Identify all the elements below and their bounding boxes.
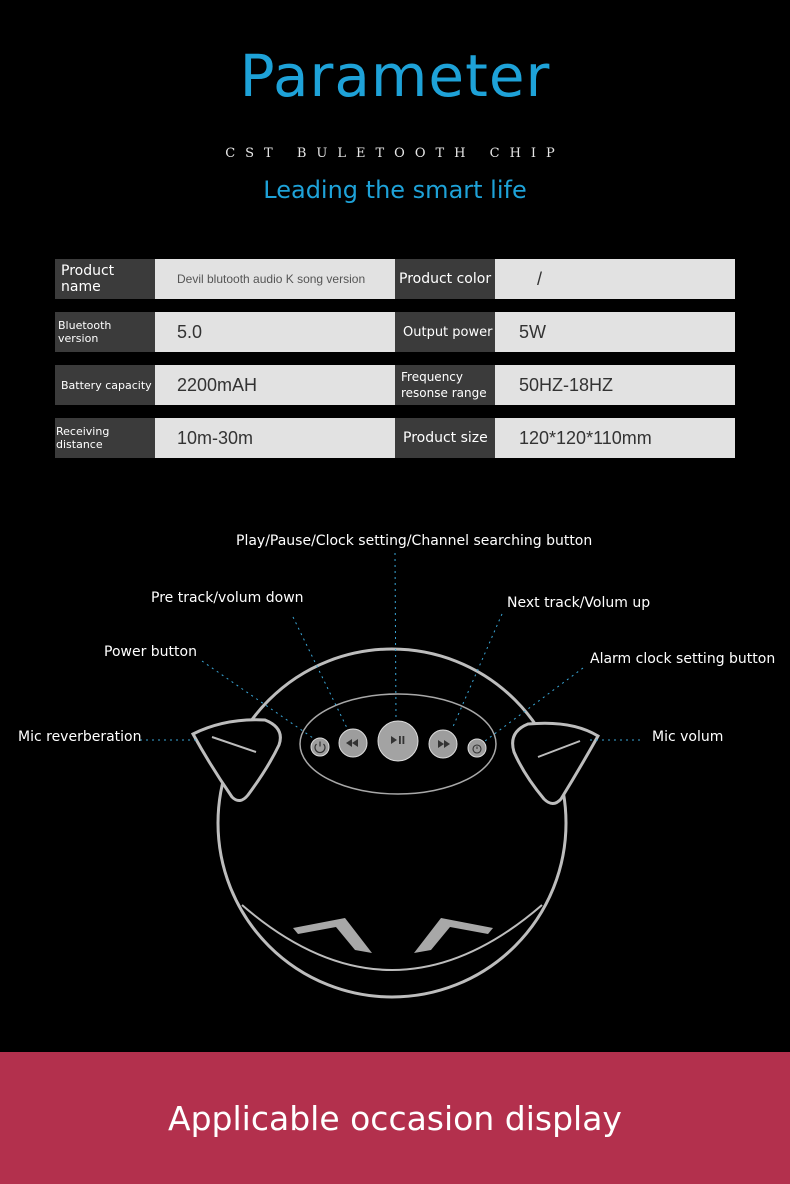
- callout-next-track: Next track/Volum up: [507, 595, 651, 611]
- output-power-label: Output power: [395, 312, 495, 352]
- product-color-value: /: [495, 259, 735, 299]
- param-row-product-name: [55, 259, 735, 299]
- product-size-value: 120*120*110mm: [495, 418, 735, 458]
- product-name-label: Product name: [55, 259, 155, 299]
- frequency-label: [395, 365, 495, 405]
- tagline: Leading the smart life: [263, 176, 527, 204]
- callout-pre-track: Pre track/volum down: [151, 590, 304, 606]
- receiving-distance-value: 10m-30m: [155, 418, 395, 458]
- power-button[interactable]: [311, 738, 329, 756]
- chip-subtitle: CST BULETOOTH CHIP: [225, 146, 565, 161]
- product-size-label: Product size: [395, 418, 495, 458]
- frequency-value: 50HZ-18HZ: [495, 365, 735, 405]
- battery-capacity-label: Battery capacity: [55, 365, 155, 405]
- prev-track-button[interactable]: [339, 729, 367, 757]
- speaker-body-outline: [218, 649, 566, 997]
- callout-alarm: Alarm clock setting button: [590, 651, 776, 667]
- product-name-value: Devil blutooth audio K song version: [155, 259, 395, 299]
- param-row-bluetooth: [55, 312, 735, 352]
- footer-text: Applicable occasion display: [168, 1098, 622, 1138]
- left-horn: [193, 720, 280, 801]
- callout-mic-volume: Mic volum: [652, 729, 724, 745]
- bluetooth-version-value: 5.0: [155, 312, 395, 352]
- bluetooth-version-label: Bluetooth version: [55, 312, 155, 352]
- callout-play-pause: Play/Pause/Clock setting/Channel searching button: [236, 533, 593, 549]
- receiving-distance-label: Receiving distance: [55, 418, 155, 458]
- play-pause-button[interactable]: [378, 721, 418, 761]
- right-horn: [513, 723, 598, 803]
- frequency-label-line1: Frequency: [401, 370, 463, 384]
- alarm-button[interactable]: [468, 739, 486, 757]
- speaker-diagram: [0, 500, 790, 1020]
- product-color-label: Product color: [395, 259, 495, 299]
- param-row-distance: [55, 418, 735, 458]
- footer-banner: [0, 1052, 790, 1184]
- callout-power: Power button: [104, 644, 197, 660]
- battery-capacity-value: 2200mAH: [155, 365, 395, 405]
- output-power-value: 5W: [495, 312, 735, 352]
- callout-mic-reverb: Mic reverberation: [18, 729, 142, 745]
- param-row-battery: [55, 365, 735, 405]
- leader-lines: [140, 553, 644, 741]
- page-title: Parameter: [239, 42, 551, 110]
- next-track-button[interactable]: [429, 730, 457, 758]
- frequency-label-line2: resonse range: [401, 386, 487, 400]
